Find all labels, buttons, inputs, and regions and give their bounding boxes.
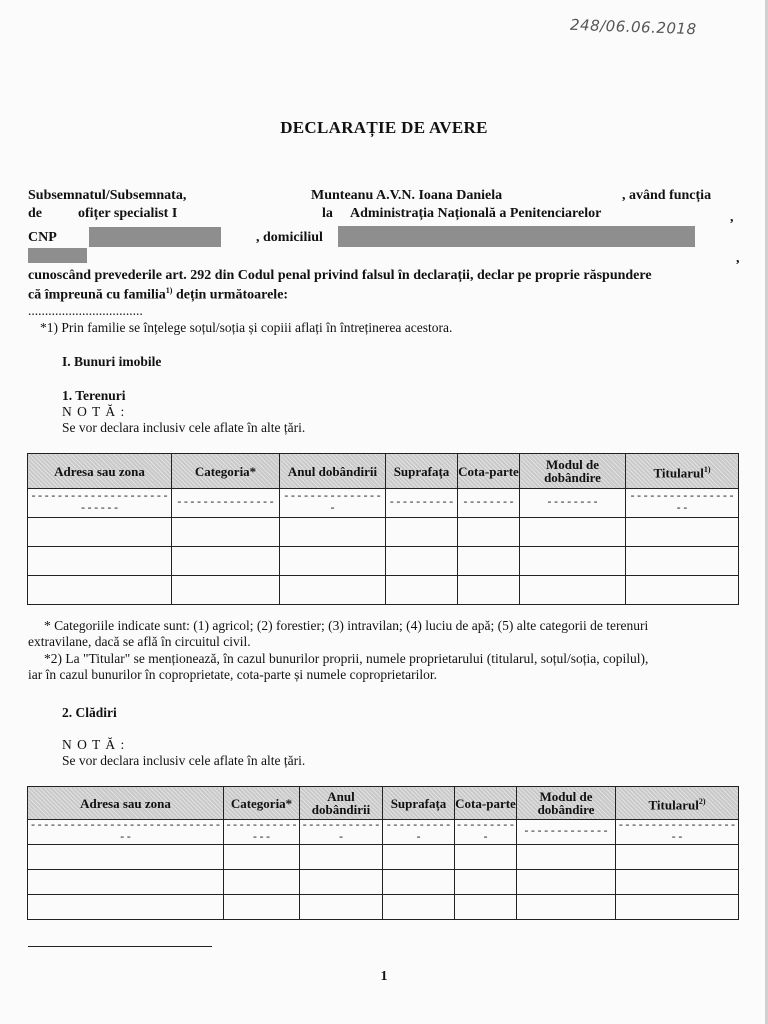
footnote-titular-2: iar în cazul bunurilor în coproprietate, cota-parte și numele coproprietarilor.	[28, 667, 437, 682]
table-row	[28, 895, 739, 920]
table-cell: ---------------------------	[28, 489, 172, 518]
col-suprafata: Suprafața	[386, 454, 458, 489]
table-row	[28, 845, 739, 870]
table-cell: ----------	[386, 489, 458, 518]
col-modul: Modul de dobândire	[517, 787, 616, 820]
table-cell: --------	[458, 489, 520, 518]
col-adresa: Adresa sau zona	[28, 787, 224, 820]
cnp-label: CNP	[28, 230, 57, 245]
la-label: la	[322, 206, 333, 221]
page-number: 1	[380, 969, 388, 984]
nota-label: N O T Ă :	[62, 404, 126, 419]
intro-line-1: cunoscând prevederile art. 292 din Codul penal privind falsul în declarații, declar pe proprie răspundere	[28, 268, 652, 283]
intro-sup: 1)	[165, 286, 173, 295]
page-title: DECLARAȚIE DE AVERE	[280, 118, 488, 137]
comma-mark: ,	[730, 210, 734, 225]
footnote-categorii: * Categoriile indicate sunt: (1) agricol; (2) forestier; (3) intravilan; (4) luciu de apă; (5) alte categorii de terenuri	[44, 618, 649, 633]
footnote-separator	[28, 946, 212, 947]
table-cell: ----------------	[280, 489, 386, 518]
table-row	[28, 820, 739, 845]
subsection-terenuri: 1. Terenuri	[62, 388, 126, 403]
cnp-redacted	[89, 227, 221, 247]
table-row	[28, 576, 739, 605]
footnote-categorii-2: extravilane, dacă se află în circuitul civil.	[28, 634, 251, 649]
institutia-value: Administrația Națională a Penitenciarelor	[350, 206, 602, 221]
table-cell: -------------	[301, 820, 381, 844]
col-titular: Titularul$^{2)}$	[616, 787, 739, 820]
table-row	[28, 870, 739, 895]
col-adresa: Adresa sau zona	[28, 454, 172, 489]
table-header-row	[28, 454, 739, 489]
nota-text: Se vor declara inclusiv cele aflate în alte țări.	[62, 753, 306, 768]
avand-functia-label: , având funcția	[622, 188, 712, 203]
table-cell: --------------	[225, 820, 298, 844]
col-modul: Modul de dobândire	[520, 454, 626, 489]
intro-line-2: că împreună cu familia	[28, 287, 166, 303]
col-titular: Titularul$^{1)}$	[626, 454, 739, 489]
footnote-titular: *2) La "Titular" se menționează, în cazul bunurilor proprii, numele proprietarului (titularul, soțul/soția, copilul),	[44, 651, 649, 666]
table-row	[28, 547, 739, 576]
domiciliul-label: , domiciliul	[256, 230, 323, 245]
table-row	[28, 518, 739, 547]
col-cota: Cota-parte	[458, 454, 520, 489]
table-cell: -----------	[383, 820, 455, 845]
section-bunuri-imobile: I. Bunuri imobile	[62, 354, 162, 369]
table-cell: --------------------	[616, 820, 739, 845]
registration-number: 248/06.06.2018	[569, 15, 697, 39]
declarant-name: Munteanu A.V.N. Ioana Daniela	[311, 188, 503, 203]
functia-value: ofițer specialist I	[78, 206, 178, 221]
table-cell: -------------------------------	[28, 820, 224, 845]
cladiri-table	[27, 786, 739, 920]
table-cell: --------	[520, 489, 626, 518]
col-categoria: Categoria*	[224, 787, 300, 820]
subsemnatul-label: Subsemnatul/Subsemnata,	[28, 188, 187, 203]
de-label: de	[28, 206, 42, 221]
col-suprafata: Suprafața	[383, 787, 455, 820]
col-categoria: Categoria*	[172, 454, 280, 489]
table-header-row	[28, 787, 739, 820]
terenuri-table	[27, 453, 739, 605]
domiciliu-redacted	[338, 226, 695, 247]
cnp-redacted-2	[28, 248, 87, 263]
subsection-cladiri: 2. Clădiri	[62, 705, 117, 720]
nota-label: N O T Ă :	[62, 737, 126, 752]
table-cell: ---------------	[172, 489, 280, 518]
col-cota: Cota-parte	[455, 787, 517, 820]
family-note: *1) Prin familie se înțelege soțul/soția și copiii aflați în întreținerea acestora.	[40, 320, 453, 335]
col-anul: Anul dobândirii	[280, 454, 386, 489]
nota-text: Se vor declara inclusiv cele aflate în alte țări.	[62, 420, 306, 435]
table-cell: -------------	[517, 820, 616, 845]
table-cell: ------------------	[626, 489, 739, 518]
table-cell: ----------	[455, 820, 516, 844]
table-row	[28, 489, 739, 518]
col-anul: Anul dobândirii	[300, 787, 383, 820]
dotted-line: ..................................	[28, 303, 143, 318]
comma-mark: ,	[736, 251, 740, 266]
intro-line-2-end: dețin următoarele:	[172, 287, 289, 303]
